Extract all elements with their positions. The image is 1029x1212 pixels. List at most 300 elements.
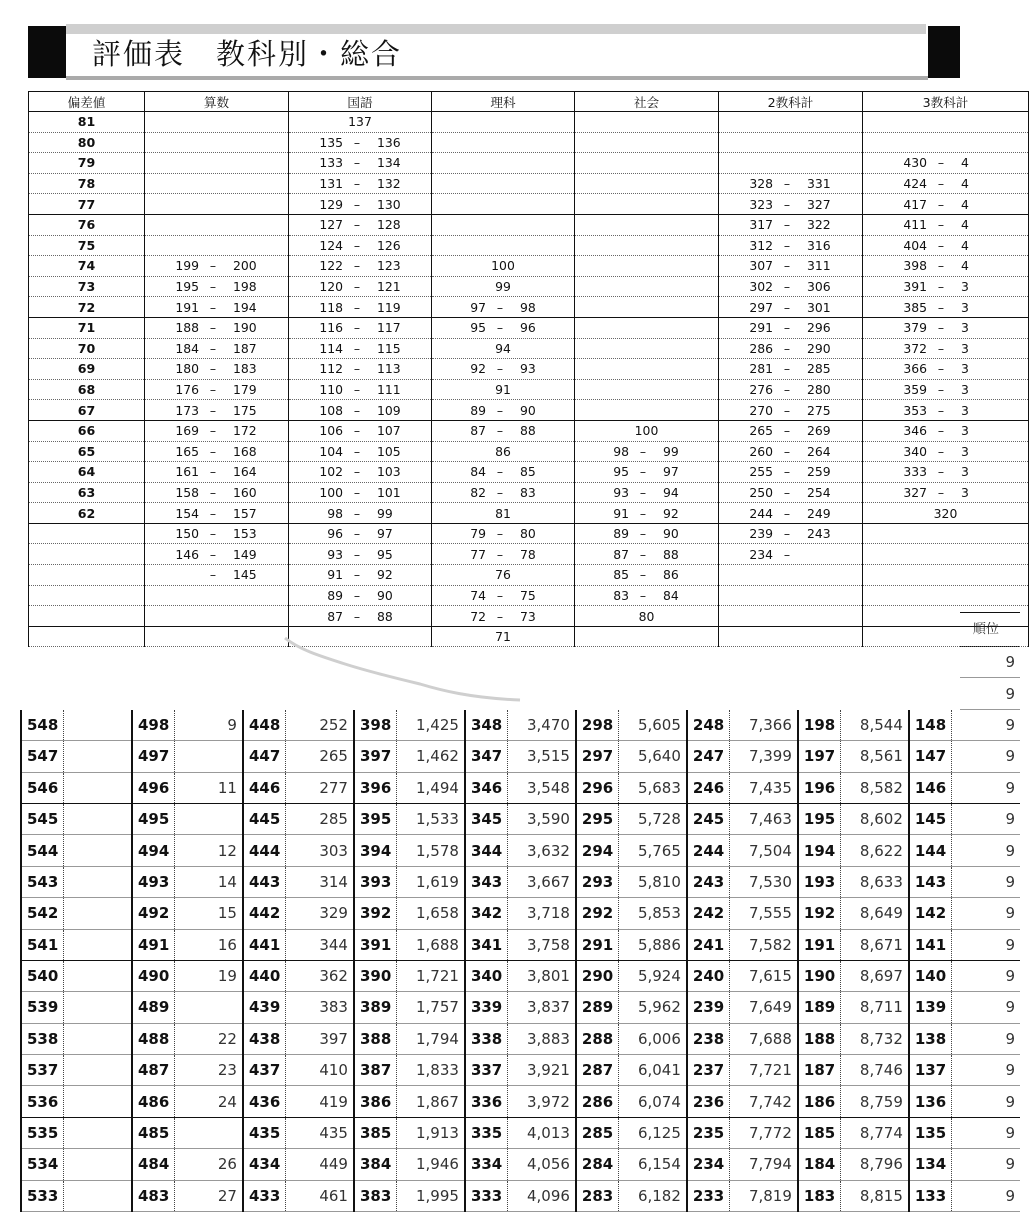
score-range-cell: [863, 441, 1029, 462]
score-range-cell: [145, 173, 289, 194]
rank-value: 9: [951, 960, 1020, 991]
score-range-cell: [432, 420, 575, 441]
total-points: 246: [687, 772, 729, 803]
score-range: 87 – 88: [613, 546, 679, 562]
rank-row: [21, 1086, 1020, 1117]
total-points: 540: [21, 960, 63, 991]
score-range: 79 – 80: [470, 526, 536, 542]
total-points: 385: [354, 1117, 396, 1148]
score-range: 161 – 164: [175, 464, 257, 480]
score-range-cell: [575, 503, 719, 524]
rank-value: 265: [285, 741, 354, 772]
rank-row: [21, 1055, 1020, 1086]
score-range-cell: [145, 235, 289, 256]
rank-value: 9: [951, 1117, 1020, 1148]
rank-value: 7,688: [729, 1023, 798, 1054]
rank-value: 9: [951, 1086, 1020, 1117]
total-points: 236: [687, 1086, 729, 1117]
deviation-value: 70: [29, 338, 145, 359]
total-points: 289: [576, 992, 618, 1023]
score-range: 116 – 117: [319, 320, 401, 336]
score-range: 239 – 243: [749, 526, 831, 542]
score-range-cell: [863, 420, 1029, 441]
score-range: 281 – 285: [749, 361, 831, 377]
deviation-row: [29, 297, 1029, 318]
total-points: 433: [243, 1180, 285, 1211]
rank-value: 329: [285, 898, 354, 929]
score-range-cell: [863, 544, 1029, 565]
total-points: 183: [798, 1180, 840, 1211]
deviation-value: 71: [29, 317, 145, 338]
total-points: 190: [798, 960, 840, 991]
score-range: 120 – 121: [319, 279, 401, 295]
total-points: 546: [21, 772, 63, 803]
score-range-cell: [863, 400, 1029, 421]
deviation-row: [29, 523, 1029, 544]
score-range-cell: [145, 462, 289, 483]
score-range-cell: [145, 276, 289, 297]
score-range-cell: [719, 482, 863, 503]
score-range: 112 – 113: [319, 361, 401, 377]
total-points: 341: [465, 929, 507, 960]
score-range-cell: [863, 317, 1029, 338]
total-points: 198: [798, 709, 840, 740]
total-points: 445: [243, 803, 285, 834]
rank-value: [63, 1023, 132, 1054]
deviation-table: [28, 91, 1029, 647]
deviation-value: 81: [29, 112, 145, 133]
total-points: 297: [576, 741, 618, 772]
total-points: 536: [21, 1086, 63, 1117]
score-range-cell: [145, 317, 289, 338]
score-range-cell: [719, 173, 863, 194]
total-points: 490: [132, 960, 174, 991]
rank-value: 19: [174, 960, 243, 991]
section-marker-left: [28, 26, 66, 78]
rank-value: 435: [285, 1117, 354, 1148]
rank-value: 7,794: [729, 1149, 798, 1180]
score-range-cell: [289, 359, 432, 380]
deviation-value: 78: [29, 173, 145, 194]
rank-value: 3,515: [507, 741, 576, 772]
score-range-cell: [719, 132, 863, 153]
rank-value: [174, 741, 243, 772]
rank-value: 419: [285, 1086, 354, 1117]
rank-value: 5,962: [618, 992, 687, 1023]
rank-value: [63, 929, 132, 960]
rank-value: 8,602: [840, 803, 909, 834]
score-range: 346 – 3: [903, 423, 969, 439]
rank-value: [174, 992, 243, 1023]
rank-value: 9: [951, 709, 1020, 740]
total-points: 398: [354, 709, 396, 740]
rank-row: [21, 1117, 1020, 1148]
score-range-cell: [145, 565, 289, 586]
score-range-cell: [575, 235, 719, 256]
score-range: 89 – 90: [613, 526, 679, 542]
deviation-col-header: 国語: [289, 92, 432, 112]
score-range-cell: [575, 132, 719, 153]
score-range-cell: [145, 523, 289, 544]
rank-value: 410: [285, 1055, 354, 1086]
score-range-cell: [863, 194, 1029, 215]
total-points: 288: [576, 1023, 618, 1054]
total-points: 333: [465, 1180, 507, 1211]
score-range: 317 – 322: [749, 217, 831, 233]
score-range: 108 – 109: [319, 402, 401, 418]
rank-col-header: 順位: [951, 613, 1020, 647]
deviation-col-header: 社会: [575, 92, 719, 112]
score-range-cell: [863, 235, 1029, 256]
deviation-row: [29, 112, 1029, 133]
total-points: 485: [132, 1117, 174, 1148]
score-range-cell: [145, 585, 289, 606]
score-range-cell: [432, 565, 575, 586]
title-bar: [66, 24, 926, 34]
score-range-cell: [289, 173, 432, 194]
score-range-cell: [863, 132, 1029, 153]
rank-value: 7,819: [729, 1180, 798, 1211]
rank-value: 24: [174, 1086, 243, 1117]
score-range-cell: [289, 256, 432, 277]
total-points: 440: [243, 960, 285, 991]
rank-value: 7,504: [729, 835, 798, 866]
total-points: 486: [132, 1086, 174, 1117]
score-range: 165 – 168: [175, 443, 257, 459]
total-points: 396: [354, 772, 396, 803]
total-points: 541: [21, 929, 63, 960]
score-range: 234 –: [749, 546, 791, 562]
score-range-cell: [575, 606, 719, 627]
deviation-row: [29, 153, 1029, 174]
total-points: 394: [354, 835, 396, 866]
deviation-value: [29, 544, 145, 565]
score-range-cell: [289, 317, 432, 338]
rank-value: 9: [951, 772, 1020, 803]
total-points: 484: [132, 1149, 174, 1180]
score-range: 195 – 198: [175, 279, 257, 295]
rank-value: 8,561: [840, 741, 909, 772]
score-range-cell: [863, 256, 1029, 277]
total-points: 142: [909, 898, 951, 929]
score-range: 260 – 264: [749, 443, 831, 459]
score-range-cell: [719, 400, 863, 421]
score-range-cell: [289, 462, 432, 483]
score-range: 91 – 92: [327, 567, 393, 583]
score-range-cell: [145, 256, 289, 277]
score-range-cell: [432, 112, 575, 133]
score-range: 95 – 97: [613, 464, 679, 480]
deviation-row: [29, 544, 1029, 565]
score-single: 86: [495, 443, 511, 459]
rank-value: 6,006: [618, 1023, 687, 1054]
rank-row: [21, 741, 1020, 772]
rank-value: 1,425: [396, 709, 465, 740]
score-range-cell: [432, 441, 575, 462]
score-range: 98 – 99: [613, 443, 679, 459]
score-range: 307 – 311: [749, 258, 831, 274]
deviation-value: 65: [29, 441, 145, 462]
deviation-value: 80: [29, 132, 145, 153]
rank-value: 7,463: [729, 803, 798, 834]
rank-row: [21, 960, 1020, 991]
deviation-row: [29, 400, 1029, 421]
score-range: 100 – 101: [319, 484, 401, 500]
rank-value: 362: [285, 960, 354, 991]
total-points: 133: [909, 1180, 951, 1211]
rank-value: 1,995: [396, 1180, 465, 1211]
score-range: 188 – 190: [175, 320, 257, 336]
score-range-cell: [145, 379, 289, 400]
total-points: 194: [798, 835, 840, 866]
rank-value: 5,924: [618, 960, 687, 991]
score-range-cell: [719, 214, 863, 235]
rank-value: [63, 772, 132, 803]
score-range: 379 – 3: [903, 320, 969, 336]
score-range: 82 – 83: [470, 484, 536, 500]
rank-value: 4,056: [507, 1149, 576, 1180]
total-points: 343: [465, 866, 507, 897]
score-range-cell: [575, 112, 719, 133]
section-marker-right: [928, 26, 960, 78]
score-range: 158 – 160: [175, 484, 257, 500]
score-single: 91: [495, 382, 511, 398]
rank-value: 1,946: [396, 1149, 465, 1180]
rank-value: 3,667: [507, 866, 576, 897]
rank-value: [63, 1055, 132, 1086]
total-points: 192: [798, 898, 840, 929]
total-points: 446: [243, 772, 285, 803]
deviation-row: [29, 132, 1029, 153]
rank-value: 9: [951, 1023, 1020, 1054]
rank-value: 1,462: [396, 741, 465, 772]
score-range-cell: [432, 626, 575, 647]
score-range-cell: [145, 153, 289, 174]
total-points: 542: [21, 898, 63, 929]
rank-value: 1,533: [396, 803, 465, 834]
total-points: 292: [576, 898, 618, 929]
score-range-cell: [432, 276, 575, 297]
deviation-value: 77: [29, 194, 145, 215]
rank-value: 5,765: [618, 835, 687, 866]
deviation-value: 67: [29, 400, 145, 421]
deviation-col-header: 理科: [432, 92, 575, 112]
score-range: 91 – 92: [613, 505, 679, 521]
total-points: 492: [132, 898, 174, 929]
score-range: 176 – 179: [175, 382, 257, 398]
score-range-cell: [575, 462, 719, 483]
rank-value: 7,435: [729, 772, 798, 803]
score-range-cell: [432, 359, 575, 380]
rank-value: 8,711: [840, 992, 909, 1023]
score-range: 95 – 96: [470, 320, 536, 336]
score-range-cell: [289, 400, 432, 421]
score-range: 404 – 4: [903, 237, 969, 253]
deviation-value: 79: [29, 153, 145, 174]
rank-value: 1,833: [396, 1055, 465, 1086]
score-range: 391 – 3: [903, 279, 969, 295]
score-range: 72 – 73: [470, 608, 536, 624]
score-range-cell: [432, 462, 575, 483]
score-range: 424 – 4: [903, 176, 969, 192]
rank-value: [174, 1117, 243, 1148]
score-range: 150 – 153: [175, 526, 257, 542]
rank-value: 15: [174, 898, 243, 929]
rank-value: [63, 898, 132, 929]
score-range-cell: [289, 585, 432, 606]
rank-value: 7,555: [729, 898, 798, 929]
score-range: 104 – 105: [319, 443, 401, 459]
total-points: 543: [21, 866, 63, 897]
score-range: 83 – 84: [613, 587, 679, 603]
score-range-cell: [575, 359, 719, 380]
score-range-cell: [575, 173, 719, 194]
score-range-cell: [289, 626, 432, 647]
rank-value: 9: [174, 709, 243, 740]
score-range: 323 – 327: [749, 196, 831, 212]
total-points: 134: [909, 1149, 951, 1180]
score-range-cell: [719, 235, 863, 256]
score-range: 244 – 249: [749, 505, 831, 521]
score-range: 84 – 85: [470, 464, 536, 480]
total-points: 434: [243, 1149, 285, 1180]
score-range-cell: [289, 523, 432, 544]
score-range-cell: [432, 297, 575, 318]
rank-value: 5,683: [618, 772, 687, 803]
deviation-row: [29, 235, 1029, 256]
total-points: 346: [465, 772, 507, 803]
score-range-cell: [289, 235, 432, 256]
score-range: 89 – 90: [327, 587, 393, 603]
score-range: 333 – 3: [903, 464, 969, 480]
rank-value: [174, 803, 243, 834]
total-points: 336: [465, 1086, 507, 1117]
score-range: 135 – 136: [319, 134, 401, 150]
score-single: 137: [348, 114, 372, 130]
score-range-cell: [719, 544, 863, 565]
total-points: 539: [21, 992, 63, 1023]
score-range: 286 – 290: [749, 340, 831, 356]
score-range-cell: [719, 297, 863, 318]
score-range-cell: [575, 276, 719, 297]
total-points: 247: [687, 741, 729, 772]
total-points: 340: [465, 960, 507, 991]
total-points: 191: [798, 929, 840, 960]
rank-value: [63, 960, 132, 991]
deviation-value: 72: [29, 297, 145, 318]
total-points: 144: [909, 835, 951, 866]
rank-value: 6,074: [618, 1086, 687, 1117]
deviation-value: 75: [29, 235, 145, 256]
score-range-cell: [575, 194, 719, 215]
score-range-cell: [145, 544, 289, 565]
total-points: 294: [576, 835, 618, 866]
score-range-cell: [863, 523, 1029, 544]
total-points: 393: [354, 866, 396, 897]
score-range-cell: [575, 153, 719, 174]
rank-value: 8,732: [840, 1023, 909, 1054]
deviation-value: 74: [29, 256, 145, 277]
score-range-cell: [289, 503, 432, 524]
score-range-cell: [289, 214, 432, 235]
rank-value: 5,728: [618, 803, 687, 834]
total-points: 493: [132, 866, 174, 897]
score-range-cell: [719, 523, 863, 544]
total-points: 487: [132, 1055, 174, 1086]
score-range-cell: [719, 276, 863, 297]
score-range-cell: [145, 194, 289, 215]
score-single: 81: [495, 505, 511, 521]
rank-value: 8,796: [840, 1149, 909, 1180]
score-range-cell: [432, 194, 575, 215]
rank-value: 8,622: [840, 835, 909, 866]
score-range-cell: [575, 523, 719, 544]
score-range: 110 – 111: [319, 382, 401, 398]
total-points: 335: [465, 1117, 507, 1148]
total-points: 435: [243, 1117, 285, 1148]
rank-value: 4,096: [507, 1180, 576, 1211]
deviation-value: [29, 585, 145, 606]
score-range: 255 – 259: [749, 464, 831, 480]
total-points: 444: [243, 835, 285, 866]
rank-value: 383: [285, 992, 354, 1023]
total-points: 295: [576, 803, 618, 834]
score-range: 265 – 269: [749, 423, 831, 439]
rank-value: 7,742: [729, 1086, 798, 1117]
score-range-cell: [719, 462, 863, 483]
score-range-cell: [289, 194, 432, 215]
deviation-row: [29, 359, 1029, 380]
rank-value: 1,578: [396, 835, 465, 866]
score-range-cell: [432, 132, 575, 153]
total-points: 383: [354, 1180, 396, 1211]
rank-row: [21, 803, 1020, 834]
score-range: 93 – 94: [613, 484, 679, 500]
score-range-cell: [289, 606, 432, 627]
total-points: 391: [354, 929, 396, 960]
score-range: 106 – 107: [319, 423, 401, 439]
deviation-row: [29, 173, 1029, 194]
score-range-cell: [719, 503, 863, 524]
score-range: 327 – 3: [903, 484, 969, 500]
rank-value: 3,972: [507, 1086, 576, 1117]
total-points: 496: [132, 772, 174, 803]
total-points: 286: [576, 1086, 618, 1117]
rank-row: [21, 1180, 1020, 1211]
total-points: 245: [687, 803, 729, 834]
score-range-cell: [575, 420, 719, 441]
rank-value: [63, 741, 132, 772]
score-range-cell: [719, 359, 863, 380]
rank-row: [21, 1023, 1020, 1054]
score-range-cell: [145, 503, 289, 524]
deviation-row: [29, 276, 1029, 297]
score-range: 340 – 3: [903, 443, 969, 459]
rank-value: 7,772: [729, 1117, 798, 1148]
score-range-cell: [863, 214, 1029, 235]
score-single: 320: [933, 505, 958, 521]
total-points: 345: [465, 803, 507, 834]
total-points: 234: [687, 1149, 729, 1180]
score-range: 169 – 172: [175, 423, 257, 439]
rank-value: 26: [174, 1149, 243, 1180]
score-range: 385 – 3: [903, 299, 969, 315]
rank-value: 9: [951, 647, 1020, 678]
total-points: 135: [909, 1117, 951, 1148]
score-range-cell: [719, 606, 863, 627]
score-range-cell: [719, 256, 863, 277]
rank-value: 1,688: [396, 929, 465, 960]
